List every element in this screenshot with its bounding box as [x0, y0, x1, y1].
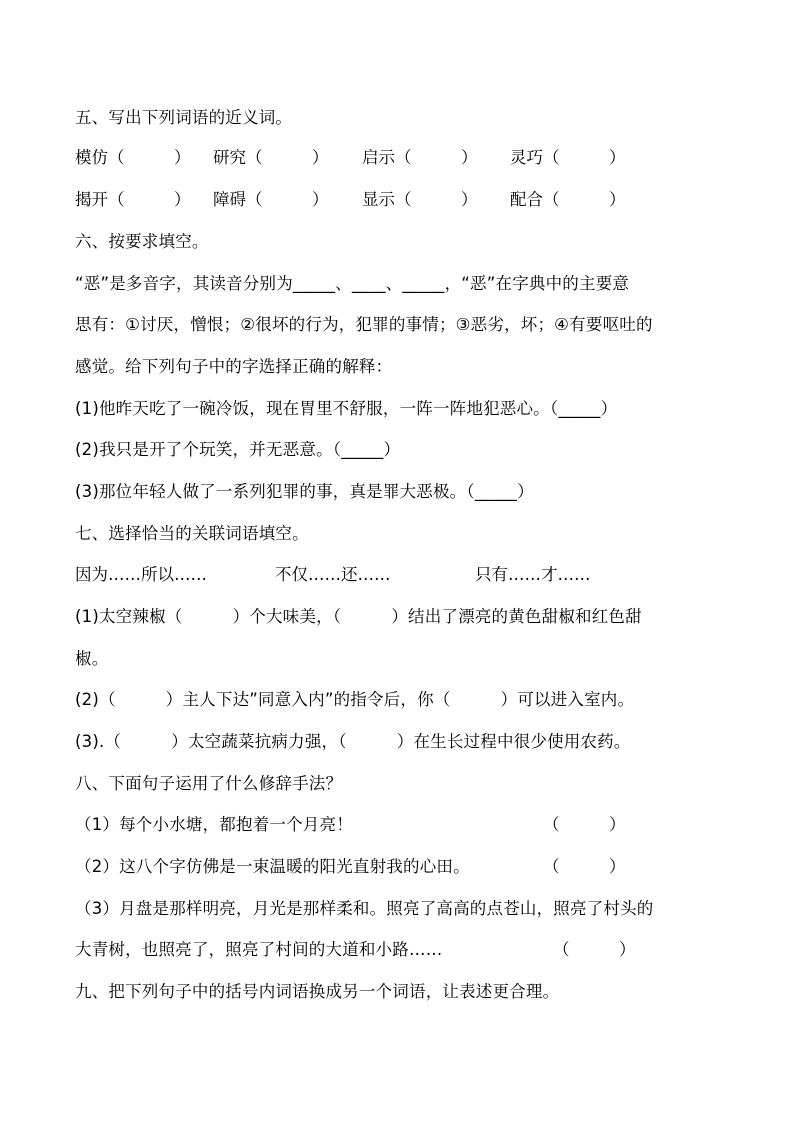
paragraph-line: “恶”是多音字，其读音分别为_____、____、_____，“恶”在字典中的主要意 — [75, 274, 630, 293]
conjunction-option: 不仅……还…… — [275, 565, 391, 584]
section-7-title: 七、选择恰当的关联词语填空。 — [75, 524, 309, 543]
question-line: (2)我只是开了个玩笑，并无恶意。（_____） — [75, 440, 401, 459]
section-9-title: 九、把下列句子中的括号内词语换成另一个词语，让表述更合理。 — [75, 982, 560, 1001]
synonym-item: 配合（ ） — [510, 190, 626, 209]
question-line: （3）月盘是那样明亮，月光是那样柔和。照亮了高高的点苍山，照亮了村头的 — [75, 899, 654, 918]
synonym-row-2 — [75, 190, 715, 210]
question-line: （1）每个小水塘，都抱着一个月亮！ — [75, 815, 353, 834]
question-line: (3).（ ）太空蔬菜抗病力强，（ ）在生长过程中很少使用农药。 — [75, 732, 631, 751]
synonym-item: 启示（ ） — [362, 148, 478, 167]
synonym-item: 研究（ ） — [213, 148, 329, 167]
synonym-item: 灵巧（ ） — [510, 148, 626, 167]
synonym-row-1 — [75, 148, 715, 168]
answer-blank: （ ） — [553, 940, 636, 959]
question-line: (1)太空辣椒（ ）个大味美，（ ）结出了漂亮的黄色甜椒和红色甜 — [75, 607, 642, 626]
section-6-title: 六、按要求填空。 — [75, 232, 209, 251]
question-line: （2）这八个字仿佛是一束温暖的阳光直射我的心田。 — [75, 857, 470, 876]
question-line: 椒。 — [75, 649, 109, 668]
synonym-item: 障碍（ ） — [213, 190, 329, 209]
synonym-item: 揭开（ ） — [75, 190, 191, 209]
paragraph-line: 感觉。给下列句子中的字选择正确的解释： — [75, 357, 393, 376]
conjunction-options — [75, 565, 715, 585]
question-line: (2)（ ）主人下达”同意入内”的指令后，你（ ）可以进入室内。 — [75, 690, 635, 709]
answer-blank: （ ） — [543, 857, 626, 876]
answer-blank: （ ） — [543, 815, 626, 834]
question-line: (1)他昨天吃了一碗冷饭，现在胃里不舒服，一阵一阵地犯恶心。（_____） — [75, 399, 618, 418]
question-line: (3)那位年轻人做了一系列犯罪的事，真是罪大恶极。（_____） — [75, 482, 534, 501]
section-5-title: 五、写出下列词语的近义词。 — [75, 108, 293, 127]
section-8-title: 八、下面句子运用了什么修辞手法？ — [75, 774, 343, 793]
question-line: 大青树，也照亮了，照亮了村间的大道和小路…… — [75, 940, 443, 959]
paragraph-line: 思有：①讨厌，憎恨；②很坏的行为，犯罪的事情；③恶劣，坏；④有要呕吐的 — [75, 315, 653, 334]
conjunction-option: 只有……才…… — [475, 565, 591, 584]
synonym-item: 显示（ ） — [362, 190, 478, 209]
conjunction-option: 因为……所以…… — [75, 565, 207, 584]
synonym-item: 模仿（ ） — [75, 148, 191, 167]
